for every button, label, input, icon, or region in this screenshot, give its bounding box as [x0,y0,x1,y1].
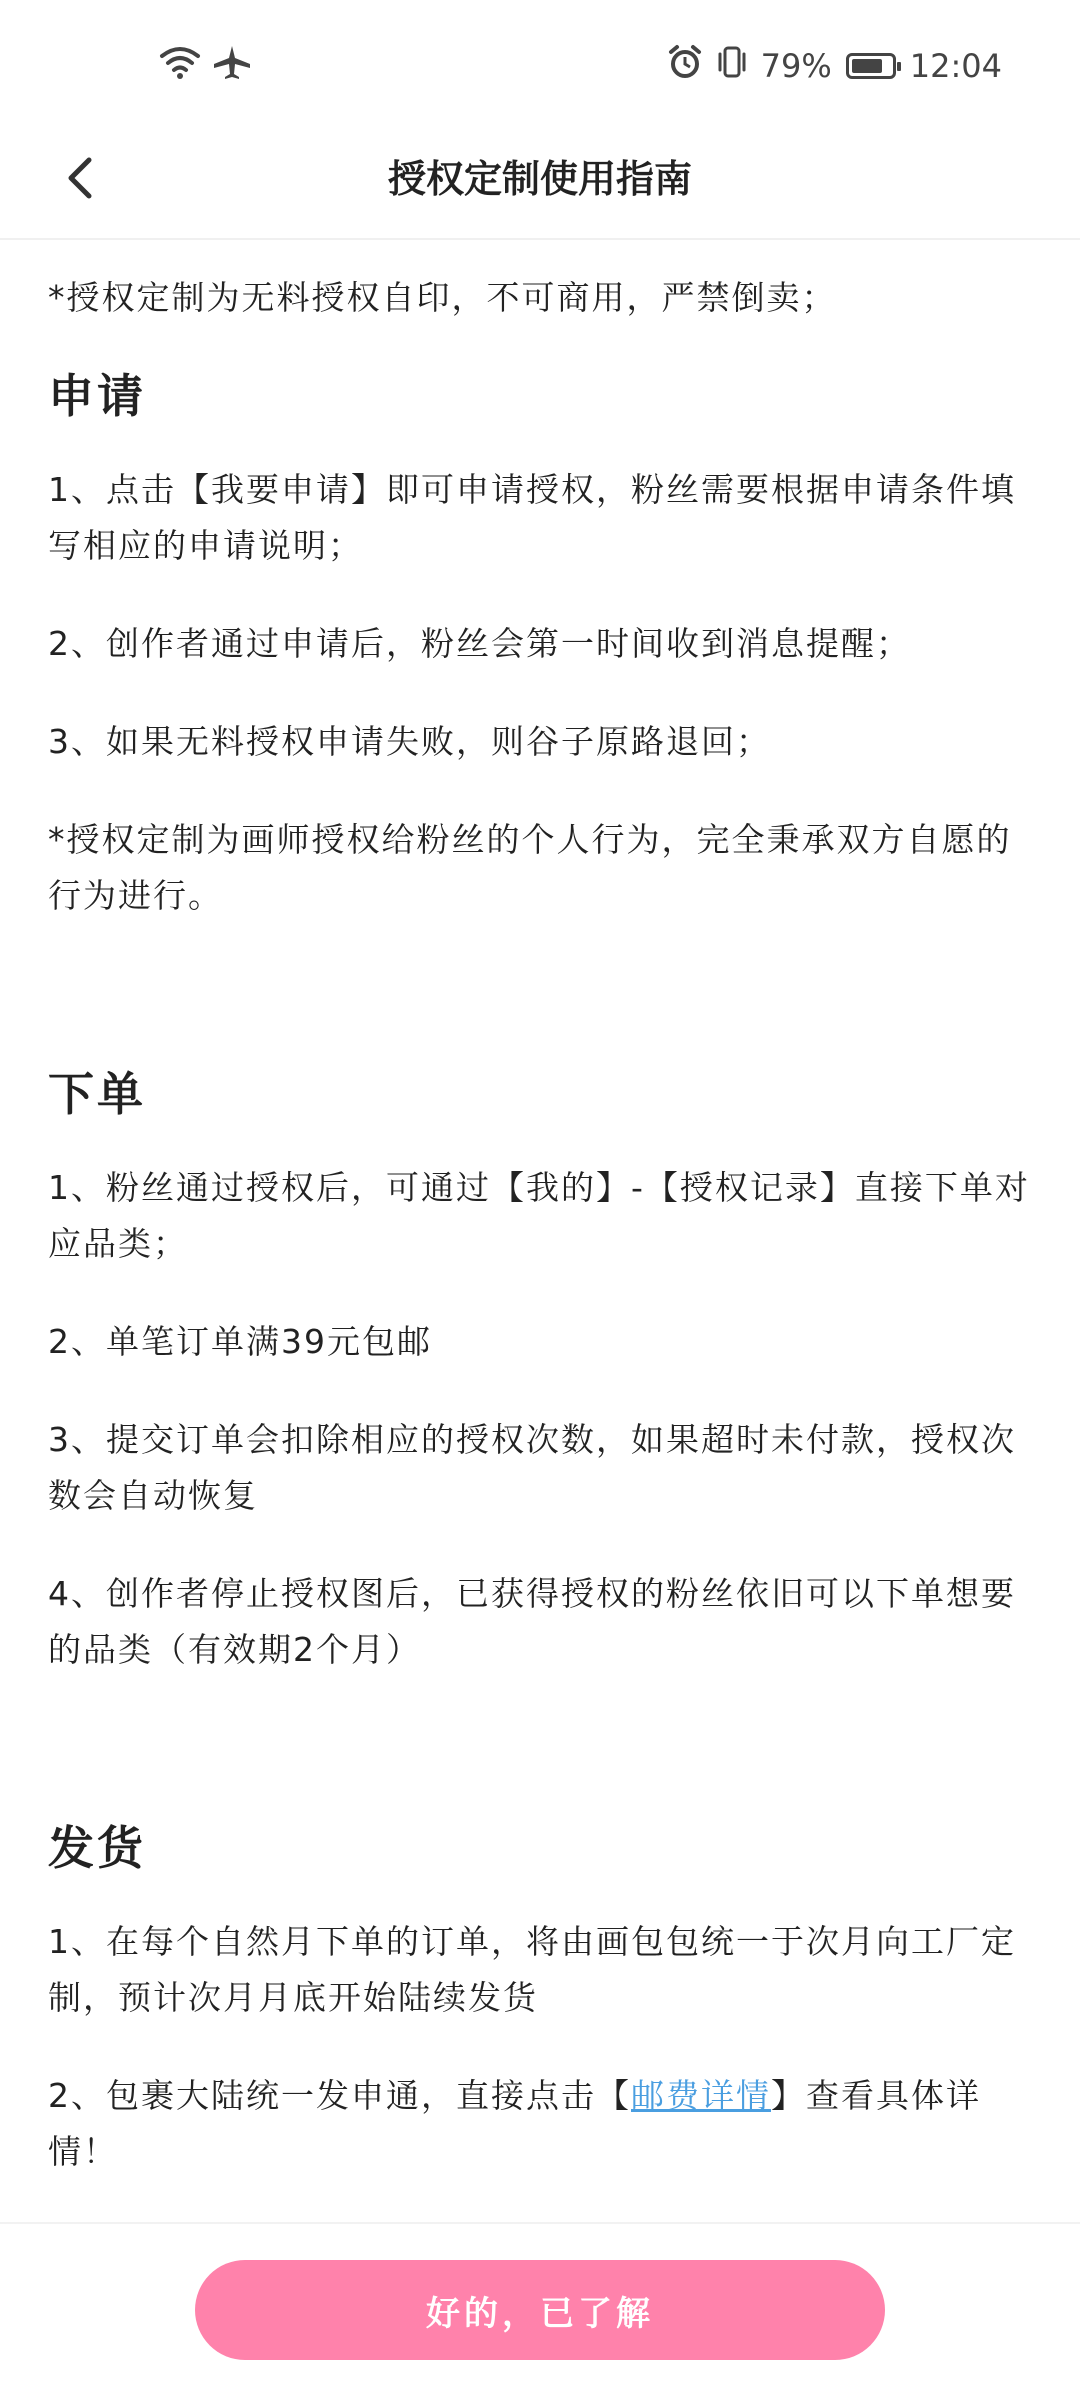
status-right [667,44,1002,88]
shipping-item-2-suffix: 】查看具体详情！ [48,2076,981,2171]
wifi-icon [158,44,202,84]
apply-item-3: 3、如果无料授权申请失败，则谷子原路退回； [48,722,771,761]
chevron-left-icon [65,156,95,204]
battery-icon [846,53,896,79]
guide-content [48,270,1034,2180]
apply-heading: 申请 [48,369,146,423]
back-button[interactable] [50,150,110,210]
battery-percent: 79% [760,47,832,85]
order-item-4: 4、创作者停止授权图后，已获得授权的粉丝依旧可以下单想要的品类（有效期2个月） [48,1574,1016,1669]
shipping-item-2 [48,2068,1034,2180]
apply-item-2: 2、创作者通过申请后，粉丝会第一时间收到消息提醒； [48,624,911,663]
order-item-3: 3、提交订单会扣除相应的授权次数，如果超时未付款，授权次数会自动恢复 [48,1420,1016,1515]
confirm-button[interactable]: 好的，已了解 [195,2260,885,2360]
shipping-item-1: 1、在每个自然月下单的订单，将由画包包统一于次月向工厂定制，预计次月月底开始陆续发货 [48,1922,1016,2017]
order-heading: 下单 [48,1067,146,1121]
page-title: 授权定制使用指南 [387,157,692,201]
apply-note: *授权定制为画师授权给粉丝的个人行为，完全秉承双方自愿的行为进行。 [48,820,1012,915]
intro-note: *授权定制为无料授权自印，不可商用，严禁倒卖； [48,278,837,317]
shipping-heading: 发货 [48,1821,146,1875]
shipping-item-2-prefix: 2、包裹大陆统一发申通，直接点击【 [48,2076,631,2115]
status-left [158,44,252,84]
order-item-2: 2、单笔订单满39元包邮 [48,1322,432,1361]
airplane-icon [212,44,252,84]
status-bar [0,0,1080,120]
shipping-fee-details-link[interactable]: 邮费详情 [631,2076,771,2115]
apply-item-1: 1、点击【我要申请】即可申请授权，粉丝需要根据申请条件填写相应的申请说明； [48,470,1016,565]
status-time: 12:04 [909,47,1002,85]
order-item-1: 1、粉丝通过授权后，可通过【我的】-【授权记录】直接下单对应品类； [48,1168,1030,1263]
alarm-icon [667,44,703,88]
footer-bar [0,2222,1080,2400]
navigation-bar [0,120,1080,240]
battery-level-fill [852,59,882,73]
vibrate-icon [717,44,747,88]
